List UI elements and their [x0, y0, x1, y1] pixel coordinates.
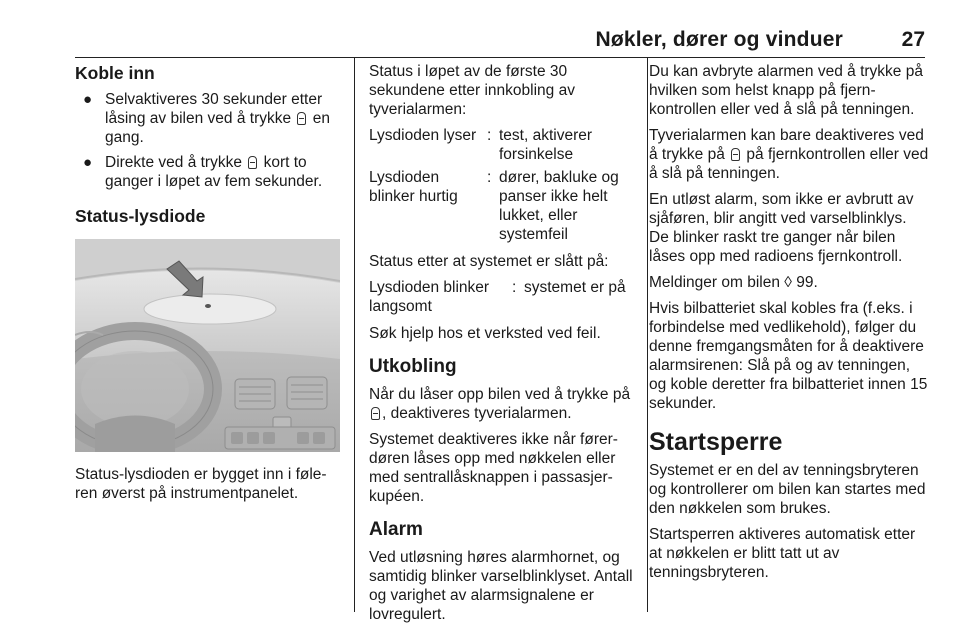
lock-key-icon	[297, 112, 306, 125]
bullet-text: Selvaktiveres 30 sekunder etter låsing av bilen ved å trykke	[105, 91, 323, 127]
table-term: Lysdioden blinker hurtig	[369, 169, 458, 205]
alarm-text: Ved utløsning høres alarmhornet, og samtidig blinker varselblinklyset. Antall og varighet av alarmsignalene er lovregulert.	[369, 549, 633, 623]
bullet-icon: ●	[83, 91, 93, 108]
table-desc: systemet er på	[524, 279, 626, 296]
paragraph-immobilizer-auto: Startsperren aktiveres automatisk etter at nøkkelen er blitt tatt ut av tenningsbryteren.	[649, 526, 916, 581]
status-table-initial	[369, 126, 635, 244]
bullet-icon: ●	[83, 154, 93, 171]
column-left	[75, 62, 340, 503]
table-row	[369, 278, 635, 316]
bullet-text: Direkte ved å trykke	[105, 154, 247, 171]
paragraph-deactivate	[649, 126, 929, 183]
utkobling-text	[369, 385, 635, 423]
paragraph-triggered: En utløst alarm, som ikke er avbrutt av sjåføren, blir angitt ved varselblinklys. De blinker raskt tre ganger når bilen låses opp med radioens fjernkontroll.	[649, 191, 914, 265]
table-term: Lysdioden blinker langsomt	[369, 279, 490, 315]
column-middle	[369, 62, 635, 631]
table-desc: dører, bakluke og panser ikke helt lukket, eller systemfeil	[499, 169, 619, 243]
activation-list	[75, 90, 340, 191]
bullet-text: en gang.	[105, 110, 330, 146]
illustration-caption: Status-lysdioden er bygget inn i føleren øverst på instrumentpanelet.	[75, 466, 327, 502]
heading-startsperre: Startsperre	[649, 428, 783, 456]
table-term: Lysdioden lyser	[369, 127, 477, 144]
heading-koble-inn: Koble inn	[75, 63, 155, 83]
column-divider-left	[354, 58, 355, 612]
lock-key-icon	[248, 156, 257, 169]
column-divider-right	[647, 58, 648, 612]
status-after-text: Status etter at systemet er slått på:	[369, 253, 609, 270]
header-rule	[75, 57, 925, 58]
heading-utkobling: Utkobling	[369, 356, 457, 377]
dashboard-illustration	[75, 239, 340, 452]
deactivate-text-end: på fjernkontrollen eller ved å slå på tenningen.	[649, 146, 929, 182]
dashboard-drawing	[75, 239, 340, 452]
chapter-title: Nøkler, dører og vinduer	[595, 28, 843, 51]
utkobling-text-start: Når du låser opp bilen ved å trykke på	[369, 386, 631, 403]
utkobling-text-2: Systemet deaktiveres ikke når førerdøren låses opp med nøkkelen eller med sentrallåsknappen i passasjerkupéen.	[369, 431, 618, 505]
column-right	[649, 62, 929, 589]
paragraph-messages-ref: Meldinger om bilen ◊ 99.	[649, 274, 818, 291]
table-row	[369, 168, 635, 244]
table-separator: :	[487, 127, 492, 144]
table-desc: test, aktiverer forsinkelse	[499, 127, 593, 163]
status-table-on	[369, 278, 635, 316]
status-intro: Status i løpet av de første 30 sekundene etter innkobling av tyverialarmen:	[369, 63, 575, 118]
unlock-key-icon	[371, 407, 380, 420]
table-separator: :	[512, 279, 517, 296]
paragraph-immobilizer: Systemet er en del av tenningsbryteren og kontrollerer om bilen kan startes med den nøkkelen som brukes.	[649, 462, 926, 517]
help-text: Søk hjelp hos et verksted ved feil.	[369, 325, 601, 342]
deactivate-text-start: Tyverialarmen kan bare deaktiveres ved å trykke på	[649, 127, 924, 163]
table-row	[369, 126, 635, 164]
table-separator: :	[487, 169, 492, 186]
paragraph-cancel-alarm: Du kan avbryte alarmen ved å trykke på hvilken som helst knapp på fjernkontrollen eller ved å slå på tenningen.	[649, 63, 923, 118]
heading-alarm: Alarm	[369, 519, 423, 540]
bullet-text: kort to ganger i løpet av fem sekunder.	[105, 154, 323, 190]
page-header	[75, 24, 925, 54]
utkobling-text-end: , deaktiveres tyverialarmen.	[382, 405, 572, 422]
paragraph-battery: Hvis bilbatteriet skal kobles fra (f.eks. i forbindelse med vedlikehold), følger du denne fremgangsmåten for å deaktivere alarmsirenen: Slå på og av tenningen, og koble deretter fra bilbatteriet innen 15 sekunder.	[649, 300, 928, 412]
heading-status-lysdiode: Status-lysdiode	[75, 206, 206, 226]
unlock-key-icon	[731, 148, 740, 161]
page-number: 27	[901, 28, 925, 51]
list-item	[75, 90, 340, 147]
list-item	[75, 153, 340, 191]
